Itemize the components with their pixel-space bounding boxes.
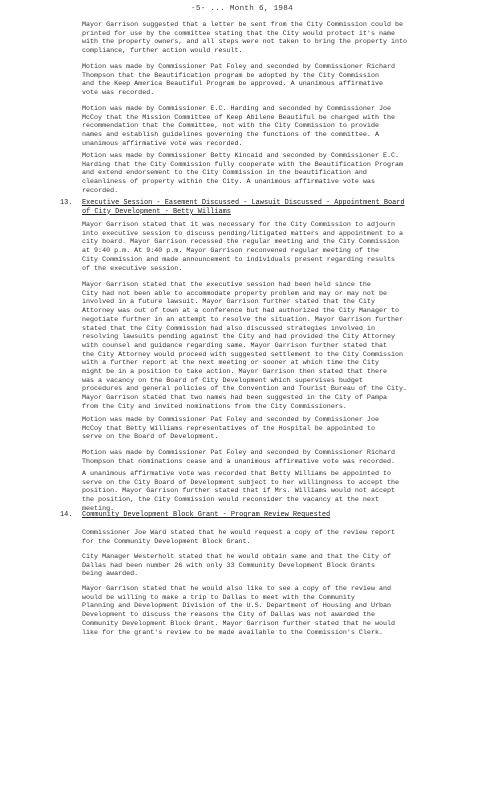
item-number: 14. [60,511,73,519]
item-heading: Executive Session - Easement Discussed - Lawsuit Discussed - Appointment Board of City Development - Betty Williams [82,199,405,216]
paragraph: Motion was made by Commissioner Pat Foley and seconded by Commissioner Richard Thompson that the Beautification program be adopted by the City Commission and the Keep America Beautiful Program be approved. A unanimous affirmative vote was recorded. [82,63,396,98]
paragraph: Mayor Garrison stated that it was necessary for the City Commission to adjourn into executive session to discuss pending/litigated matters and appointment to a city board. Mayor Garrison recessed the regular meeting and the City Commission at 9:40 p.m. At 9:40 p.m. Mayor Garrison reconvened regular meeting of the City Commission and made announcement to individuals present regarding results of the executive session. [82,221,404,273]
item-number: 13. [60,199,73,207]
page-header: -5- ... Month 6, 1984 [191,5,293,13]
paragraph: Commissioner Joe Ward stated that he would request a copy of the review report for the Community Development Block Grant. [82,529,396,546]
paragraph: Motion was made by Commissioner Pat Foley and seconded by Commissioner Joe McCoy that Betty Williams representatives of the Hospital be appointed to serve on the Board of Development. [82,416,379,442]
paragraph: City Manager Westerholt stated that he would obtain same and that the City of Dallas had been number 26 with only 33 Community Development Block Grants being awarded. [82,553,392,579]
paragraph: Mayor Garrison stated that he would also like to see a copy of the review and would be willing to make a trip to Dallas to meet with the Community Planning and Development Division of the U.S. Department of Housing and Urban Development to discuss the reasons the City of Dallas was not awarded the Community Development Block Grant. Mayor Garrison further stated that he would like for the grant's review to be made available to the Commission's Clerk. [82,585,396,637]
paragraph: Motion was made by Commissioner E.C. Harding and seconded by Commissioner Joe McCoy that the Mission Committee of Keep Abilene Beautiful be charged with the recommendation that the Committee, not with the City Commission to provide names and establish guidelines governing the functions of the committee. A unanimous affirmative vote was recorded. [82,105,396,148]
paragraph: Motion was made by Commissioner Betty Kincaid and seconded by Commissioner E.C. Harding that the City Commission fully cooperate with the Beautification Program and extend endorsement to the City Commission in the beautification and cleanliness of property within the City. A unanimous affirmative vote was recorded. [82,152,404,195]
item-heading: Community Development Block Grant - Program Review Requested [82,511,331,519]
paragraph: Mayor Garrison suggested that a letter be sent from the City Commission could be printed for use by the committee stating that the City would protect it's name with the property owners, and all steps were not taken to bring the property into compliance, further action would result. [82,21,408,56]
paragraph: Mayor Garrison stated that the executive session had been held since the City had not been able to accommodate property problem and may or may not be involved in a future lawsuit. Mayor Garrison further stated that the City Attorney was out of town at a conference but had authorized the City Manager to negotiate further in an attempt to resolve the situation. Mayor Garrison further stated that the City Commission had also discussed strategies involved in resolving lawsuits pending against the City and had provided the City Attorney with counsel and guidance regarding same. Mayor Garrison further stated that the City Attorney would proceed with suggested settlement to the City Commission with a further report at the next meeting or sooner at which time the City might be in a position to take action. Mayor Garrison then stated that there was a vacancy on the Board of City Development which supervises budget procedures and general policies of the Convention and Tourist Bureau of the City. Mayor Garrison stated that two names had been suggested in the City of Pampa from the City and invited nominations from the City Commissioners. [82,281,408,411]
paragraph: Motion was made by Commissioner Pat Foley and seconded by Commissioner Richard Thompson that nominations cease and a unanimous affirmative vote was recorded. [82,449,396,466]
paragraph: A unanimous affirmative vote was recorded that Betty Williams be appointed to serve on the City Board of Development subject to her willingness to accept the position. Mayor Garrison further stated that if Mrs. Williams would not accept the position, the City Commission would reconsider the vacancy at the next meeting. [82,470,400,513]
